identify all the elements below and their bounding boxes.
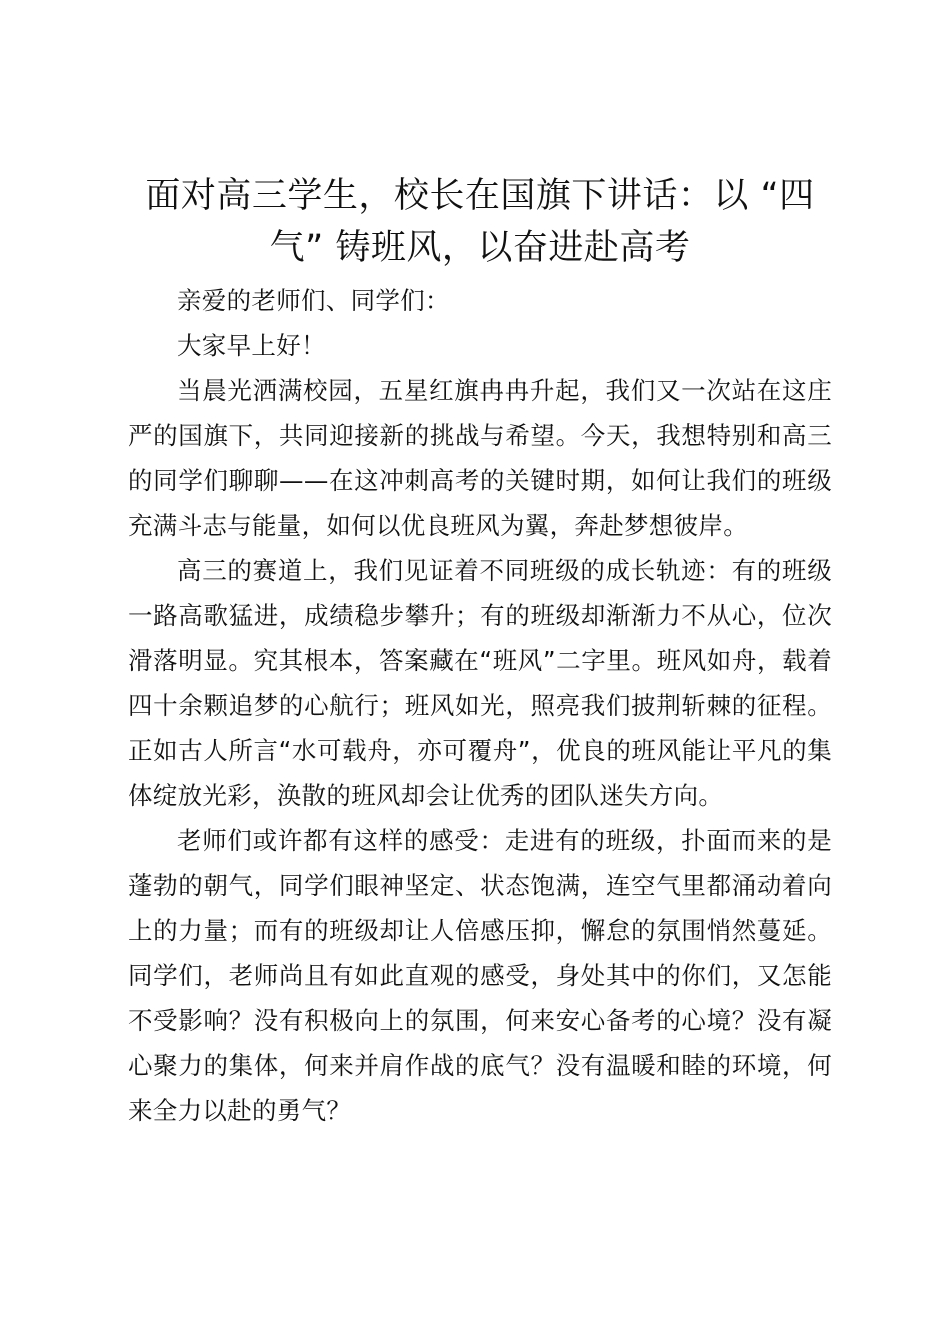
salutation: 亲爱的老师们、同学们： — [177, 286, 450, 315]
paragraph: 当晨光洒满校园，五星红旗冉冉升起，我们又一次站在这庄严的国旗下，共同迎接新的挑战与希望。今天，我想特别和高三的同学们聊聊——在这冲刺高考的关键时期，如何让我们的班级充满斗志与能量，如何以优良班风为翼，奔赴梦想彼岸。 — [128, 376, 832, 540]
paragraph: 老师们或许都有这样的感受：走进有的班级，扑面而来的是蓬勃的朝气，同学们眼神坚定、状态饱满，连空气里都涌动着向上的力量；而有的班级却让人倍感压抑，懈怠的氛围悄然蔓延。同学们，老师尚且有如此直观的感受，身处其中的你们，又怎能不受影响？没有积极向上的氛围，何来安心备考的心境？没有凝心聚力的集体，何来并肩作战的底气？没有温暖和睦的环境，何来全力以赴的勇气？ — [128, 826, 832, 1125]
paragraph: 高三的赛道上，我们见证着不同班级的成长轨迹：有的班级一路高歌猛进，成绩稳步攀升；有的班级却渐渐力不从心，位次滑落明显。究其根本，答案藏在“班风”二字里。班风如舟，载着四十余颗追梦的心航行；班风如光，照亮我们披荆斩棘的征程。正如古人所言“水可载舟，亦可覆舟”，优良的班风能让平凡的集体绽放光彩，涣散的班风却会让优秀的团队迷失方向。 — [128, 556, 832, 810]
greeting: 大家早上好！ — [177, 331, 326, 360]
document-body — [128, 278, 832, 1133]
document-title: 面对高三学生，校长在国旗下讲话：以 “四气” 铸班风，以奋进赴高考 — [145, 176, 815, 268]
